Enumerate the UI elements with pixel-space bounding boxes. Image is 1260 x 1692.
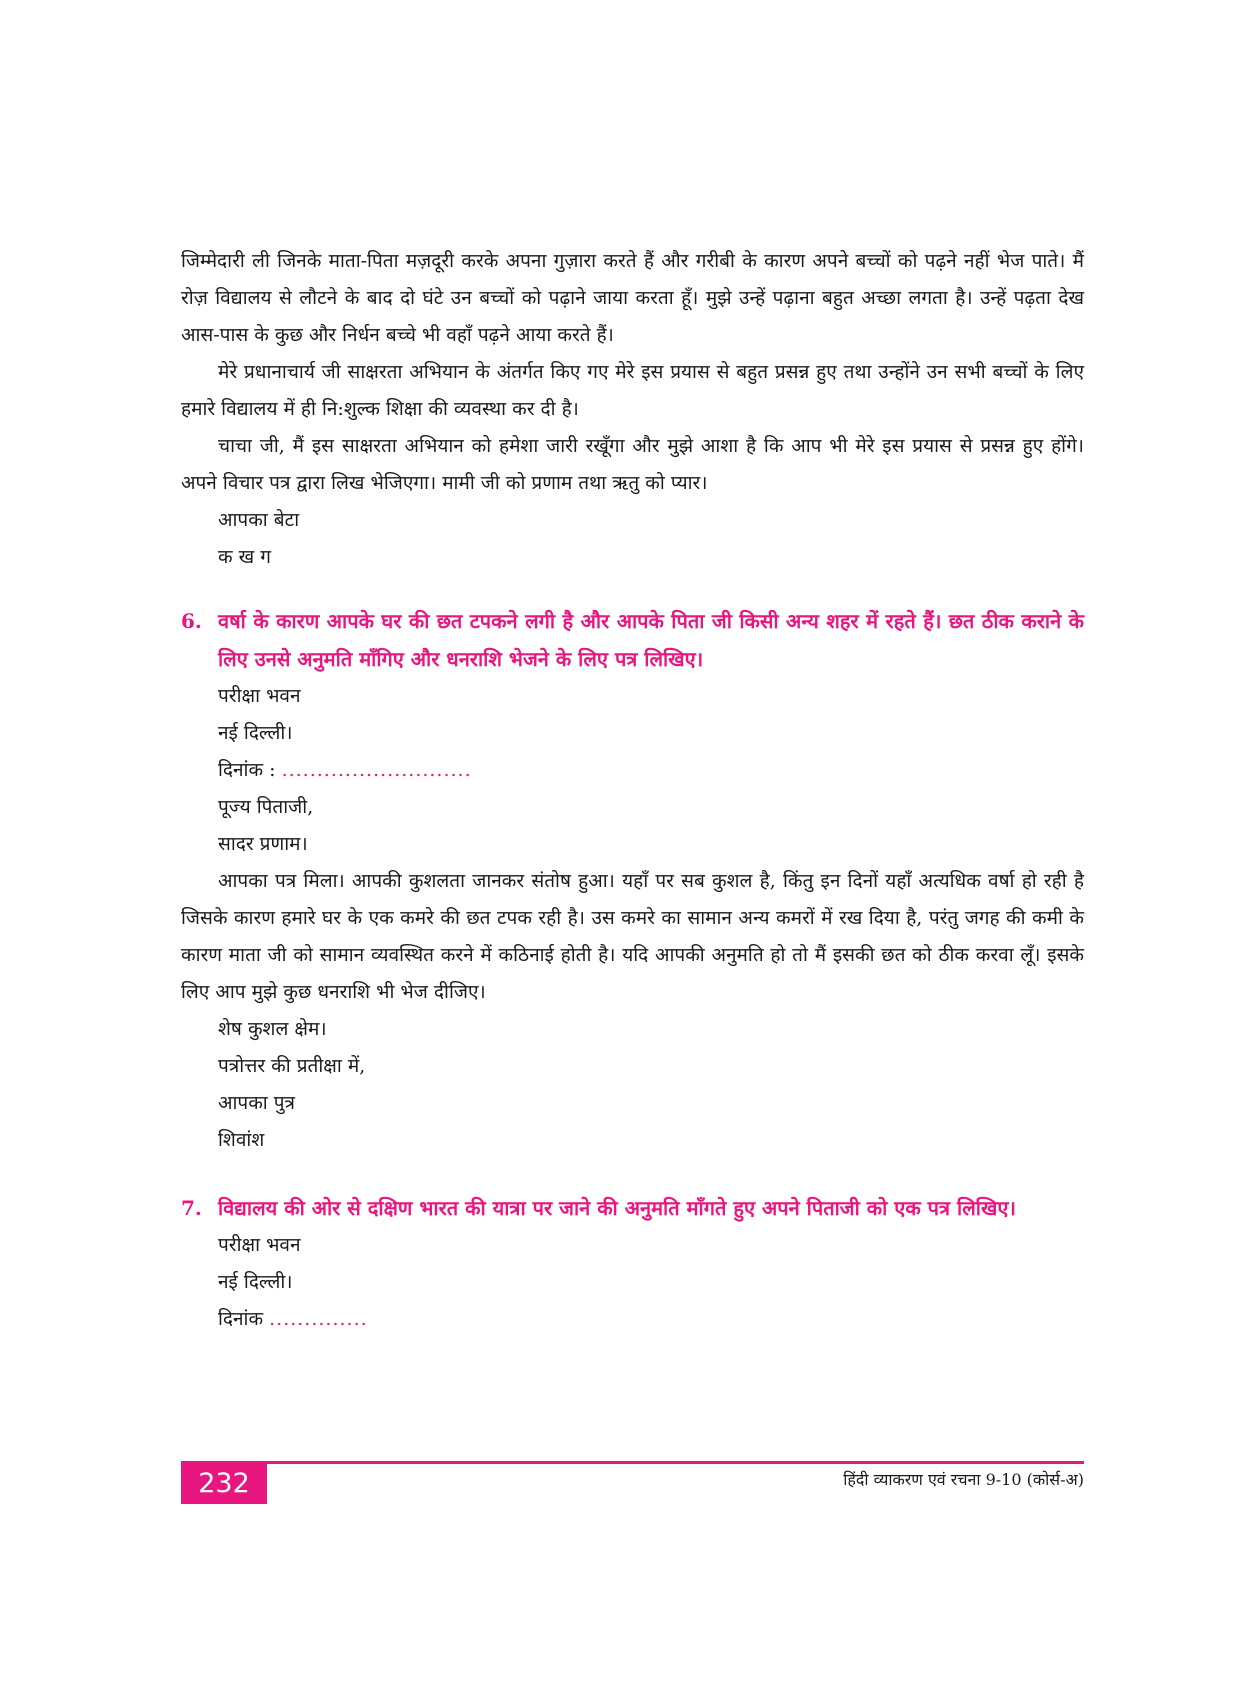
q6-address-line-1: परीक्षा भवन	[218, 685, 301, 707]
q6-awaiting-reply: पत्रोत्तर की प्रतीक्षा में,	[218, 1055, 366, 1077]
q6-signature: शिवांश	[218, 1129, 265, 1151]
q6-regards: शेष कुशल क्षेम।	[218, 1018, 327, 1040]
q7-date-dots: ..............	[269, 1308, 368, 1330]
q6-greeting: सादर प्रणाम।	[218, 833, 308, 855]
book-title: हिंदी व्याकरण एवं रचना 9-10 (कोर्स-अ)	[843, 1470, 1084, 1489]
continuation-paragraph-1: जिम्मेदारी ली जिनके माता-पिता मज़दूरी करके अपना गुज़ारा करते हैं और गरीबी के कारण अपने बच्चों को पढ़ने नहीं भेज पाते। मैं रोज़ विद्यालय से लौटने के बाद दो घंटे उन बच्चों को पढ़ाने जाया करता हूँ। मुझे उन्हें पढ़ाना बहुत अच्छा लगता है। उन्हें पढ़ता देख आस-पास के कुछ और निर्धन बच्चे भी वहाँ पढ़ने आया करते हैं।	[181, 250, 1084, 346]
q6-date-label: दिनांक :	[218, 759, 282, 781]
page-number: 232	[181, 1464, 267, 1504]
page-content	[181, 243, 1084, 1338]
q6-date-line	[181, 752, 1084, 789]
q7-date-line	[181, 1301, 1084, 1338]
question-6	[181, 602, 1084, 678]
q6-date-dots: ...........................	[281, 759, 472, 781]
q6-salutation: पूज्य पिताजी,	[218, 796, 314, 818]
continuation-paragraph-3: चाचा जी, मैं इस साक्षरता अभियान को हमेशा जारी रखूँगा और मुझे आशा है कि आप भी मेरे इस प्रयास से प्रसन्न हुए होंगे। अपने विचार पत्र द्वारा लिख भेजिएगा। मामी जी को प्रणाम तथा ऋतु को प्यार।	[181, 435, 1084, 494]
question-7	[181, 1189, 1084, 1227]
question-6-number: 6.	[181, 609, 202, 633]
q7-address-line-1: परीक्षा भवन	[218, 1234, 301, 1256]
letter-closing: आपका बेटा	[218, 509, 300, 531]
footer-divider	[181, 1461, 1084, 1464]
q7-address-line-2: नई दिल्ली।	[218, 1271, 293, 1293]
q7-date-label: दिनांक	[218, 1308, 270, 1330]
q6-closing: आपका पुत्र	[218, 1092, 296, 1114]
question-6-text: वर्षा के कारण आपके घर की छत टपकने लगी है और आपके पिता जी किसी अन्य शहर में रहते हैं। छत ठीक कराने के लिए उनसे अनुमति माँगिए और धनराशि भेजने के लिए पत्र लिखिए।	[218, 609, 1084, 671]
question-7-text: विद्यालय की ओर से दक्षिण भारत की यात्रा पर जाने की अनुमति माँगते हुए अपने पिताजी को एक पत्र लिखिए।	[218, 1196, 1016, 1220]
question-7-number: 7.	[181, 1196, 202, 1220]
continuation-paragraph-2: मेरे प्रधानाचार्य जी साक्षरता अभियान के अंतर्गत किए गए मेरे इस प्रयास से बहुत प्रसन्न हुए तथा उन्होंने उन सभी बच्चों के लिए हमारे विद्यालय में ही नि:शुल्क शिक्षा की व्यवस्था कर दी है।	[181, 361, 1084, 420]
q6-letter-body: आपका पत्र मिला। आपकी कुशलता जानकर संतोष हुआ। यहाँ पर सब कुशल है, किंतु इन दिनों यहाँ अत्यधिक वर्षा हो रही है जिसके कारण हमारे घर के एक कमरे की छत टपक रही है। उस कमरे का सामान अन्य कमरों में रख दिया है, परंतु जगह की कमी के कारण माता जी को सामान व्यवस्थित करने में कठिनाई होती है। यदि आपकी अनुमति हो तो मैं इसकी छत को ठीक करवा लूँ। इसके लिए आप मुझे कुछ धनराशि भी भेज दीजिए।	[181, 870, 1084, 1003]
q6-address-line-2: नई दिल्ली।	[218, 722, 293, 744]
letter-signature: क ख ग	[218, 546, 271, 568]
